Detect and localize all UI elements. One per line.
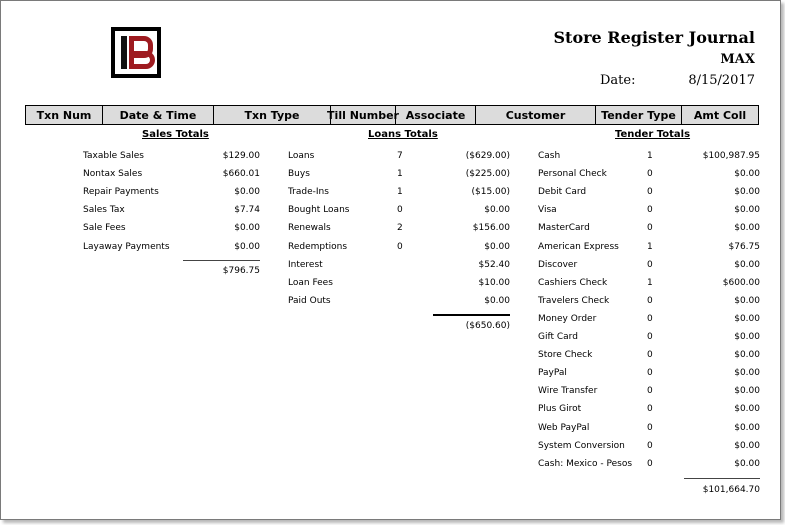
col-till-number: Till Number bbox=[331, 106, 396, 124]
tender-row-label: Plus Girot bbox=[538, 404, 582, 415]
tender-row-count: 0 bbox=[647, 422, 653, 433]
loans-totals-title: Loans Totals bbox=[368, 129, 438, 140]
loans-total-amount: ($650.60) bbox=[465, 321, 510, 331]
tender-row-label: Web PayPal bbox=[538, 422, 590, 433]
sales-total-amount: $796.75 bbox=[222, 266, 260, 276]
tender-row-amount: $0.00 bbox=[734, 440, 760, 451]
loans-row-label: Redemptions bbox=[288, 241, 348, 252]
tender-row-count: 0 bbox=[647, 169, 653, 180]
loans-row-amount: ($15.00) bbox=[471, 187, 510, 198]
tender-row-amount: $0.00 bbox=[734, 223, 760, 234]
tender-row-amount: $0.00 bbox=[734, 458, 760, 469]
col-associate: Associate bbox=[396, 106, 476, 124]
tender-row-label: Discover bbox=[538, 259, 578, 270]
loans-row-label: Loan Fees bbox=[288, 277, 333, 288]
date-label: Date: bbox=[600, 73, 636, 88]
tender-row-amount: $0.00 bbox=[734, 169, 760, 180]
tender-row-count: 0 bbox=[647, 368, 653, 379]
report-title: Store Register Journal bbox=[553, 28, 755, 47]
sales-row-amount: $0.00 bbox=[234, 241, 260, 252]
tender-row-count: 0 bbox=[647, 223, 653, 234]
tender-row-amount: $0.00 bbox=[734, 332, 760, 342]
col-customer: Customer bbox=[476, 106, 596, 124]
sales-row-amount: $7.74 bbox=[234, 205, 260, 216]
loans-row-count: 1 bbox=[397, 169, 403, 180]
tender-row-label: Wire Transfer bbox=[538, 386, 598, 397]
tender-row-label: Personal Check bbox=[538, 169, 607, 180]
loans-row-count: 2 bbox=[397, 223, 403, 234]
loans-row-label: Interest bbox=[288, 259, 323, 270]
sales-row-label: Sales Tax bbox=[83, 205, 125, 216]
sales-row-label: Nontax Sales bbox=[83, 169, 143, 180]
tender-row-count: 0 bbox=[647, 440, 653, 451]
loans-row-count: 1 bbox=[397, 187, 403, 198]
sales-row-amount: $660.01 bbox=[222, 169, 260, 180]
sales-total-rule bbox=[183, 260, 260, 261]
loans-row-amount: $0.00 bbox=[484, 241, 510, 252]
loans-row-amount: $52.40 bbox=[478, 259, 510, 270]
loans-row-count: 7 bbox=[397, 151, 403, 161]
col-date-time: Date & Time bbox=[103, 106, 214, 124]
loans-row-amount: ($225.00) bbox=[465, 169, 510, 180]
sales-totals-title: Sales Totals bbox=[142, 129, 209, 140]
tender-row-amount: $0.00 bbox=[734, 386, 760, 397]
col-tender-type: Tender Type bbox=[596, 106, 682, 124]
loans-row-label: Buys bbox=[288, 169, 310, 180]
date-value: 8/15/2017 bbox=[688, 73, 755, 88]
tender-row-label: PayPal bbox=[538, 368, 567, 379]
sales-row-amount: $129.00 bbox=[222, 151, 260, 161]
tender-totals-title: Tender Totals bbox=[615, 129, 691, 140]
tender-row-count: 0 bbox=[647, 386, 653, 397]
loans-row-label: Bought Loans bbox=[288, 205, 350, 216]
tender-row-label: Cashiers Check bbox=[538, 277, 608, 288]
loans-total-rule bbox=[433, 314, 510, 316]
tender-row-label: Debit Card bbox=[538, 187, 587, 198]
tender-row-label: Store Check bbox=[538, 350, 593, 361]
sales-row-amount: $0.00 bbox=[234, 187, 260, 198]
loans-row-label: Renewals bbox=[288, 223, 331, 234]
loans-row-label: Paid Outs bbox=[288, 295, 331, 306]
report-subtitle: MAX bbox=[720, 52, 755, 67]
loans-row-label: Loans bbox=[288, 151, 315, 161]
tender-row-amount: $0.00 bbox=[734, 187, 760, 198]
tender-row-count: 0 bbox=[647, 332, 653, 342]
tender-row-amount: $76.75 bbox=[728, 241, 760, 252]
tender-row-amount: $0.00 bbox=[734, 295, 760, 306]
loans-row-amount: $0.00 bbox=[484, 295, 510, 306]
tender-row-count: 1 bbox=[647, 241, 653, 252]
column-header-row bbox=[25, 105, 759, 125]
tender-row-count: 0 bbox=[647, 205, 653, 216]
sales-row-amount: $0.00 bbox=[234, 223, 260, 234]
sales-row-label: Layaway Payments bbox=[83, 241, 170, 252]
tender-row-amount: $0.00 bbox=[734, 350, 760, 361]
sales-row-label: Sale Fees bbox=[83, 223, 126, 234]
loans-row-amount: $0.00 bbox=[484, 205, 510, 216]
loans-row-amount: ($629.00) bbox=[465, 151, 510, 161]
loans-row-count: 0 bbox=[397, 241, 403, 252]
tender-row-label: Money Order bbox=[538, 313, 597, 324]
store-logo-icon bbox=[111, 27, 161, 78]
tender-row-count: 1 bbox=[647, 277, 653, 288]
tender-row-amount: $0.00 bbox=[734, 404, 760, 415]
tender-row-count: 0 bbox=[647, 350, 653, 361]
col-txn-num: Txn Num bbox=[26, 106, 103, 124]
sales-row-label: Taxable Sales bbox=[83, 151, 144, 161]
tender-row-amount: $0.00 bbox=[734, 368, 760, 379]
sales-row-label: Repair Payments bbox=[83, 187, 159, 198]
tender-row-count: 0 bbox=[647, 313, 653, 324]
loans-row-amount: $10.00 bbox=[478, 277, 510, 288]
tender-row-count: 0 bbox=[647, 295, 653, 306]
tender-row-amount: $0.00 bbox=[734, 422, 760, 433]
loans-row-count: 0 bbox=[397, 205, 403, 216]
tender-row-label: Travelers Check bbox=[538, 295, 610, 306]
tender-row-amount: $0.00 bbox=[734, 313, 760, 324]
tender-row-amount: $0.00 bbox=[734, 205, 760, 216]
tender-row-label: Cash: Mexico - Pesos bbox=[538, 458, 633, 469]
col-txn-type: Txn Type bbox=[214, 106, 331, 124]
col-amt-coll: Amt Coll bbox=[693, 108, 747, 122]
loans-row-label: Trade-Ins bbox=[288, 187, 329, 198]
tender-row-amount: $0.00 bbox=[734, 259, 760, 270]
tender-total-amount: $101,664.70 bbox=[702, 485, 760, 495]
tender-row-count: 0 bbox=[647, 259, 653, 270]
tender-row-label: System Conversion bbox=[538, 440, 625, 451]
tender-row-count: 0 bbox=[647, 187, 653, 198]
tender-row-count: 0 bbox=[647, 458, 653, 469]
tender-row-label: Visa bbox=[538, 205, 557, 216]
tender-row-label: MasterCard bbox=[538, 223, 590, 234]
tender-row-amount: $100,987.95 bbox=[702, 151, 760, 161]
tender-row-amount: $600.00 bbox=[722, 277, 760, 288]
tender-row-count: 1 bbox=[647, 151, 653, 161]
loans-row-amount: $156.00 bbox=[472, 223, 510, 234]
tender-total-rule bbox=[684, 478, 760, 479]
tender-row-count: 0 bbox=[647, 404, 653, 415]
tender-row-label: American Express bbox=[538, 241, 619, 252]
tender-row-label: Gift Card bbox=[538, 332, 578, 342]
tender-row-label: Cash bbox=[538, 151, 561, 161]
